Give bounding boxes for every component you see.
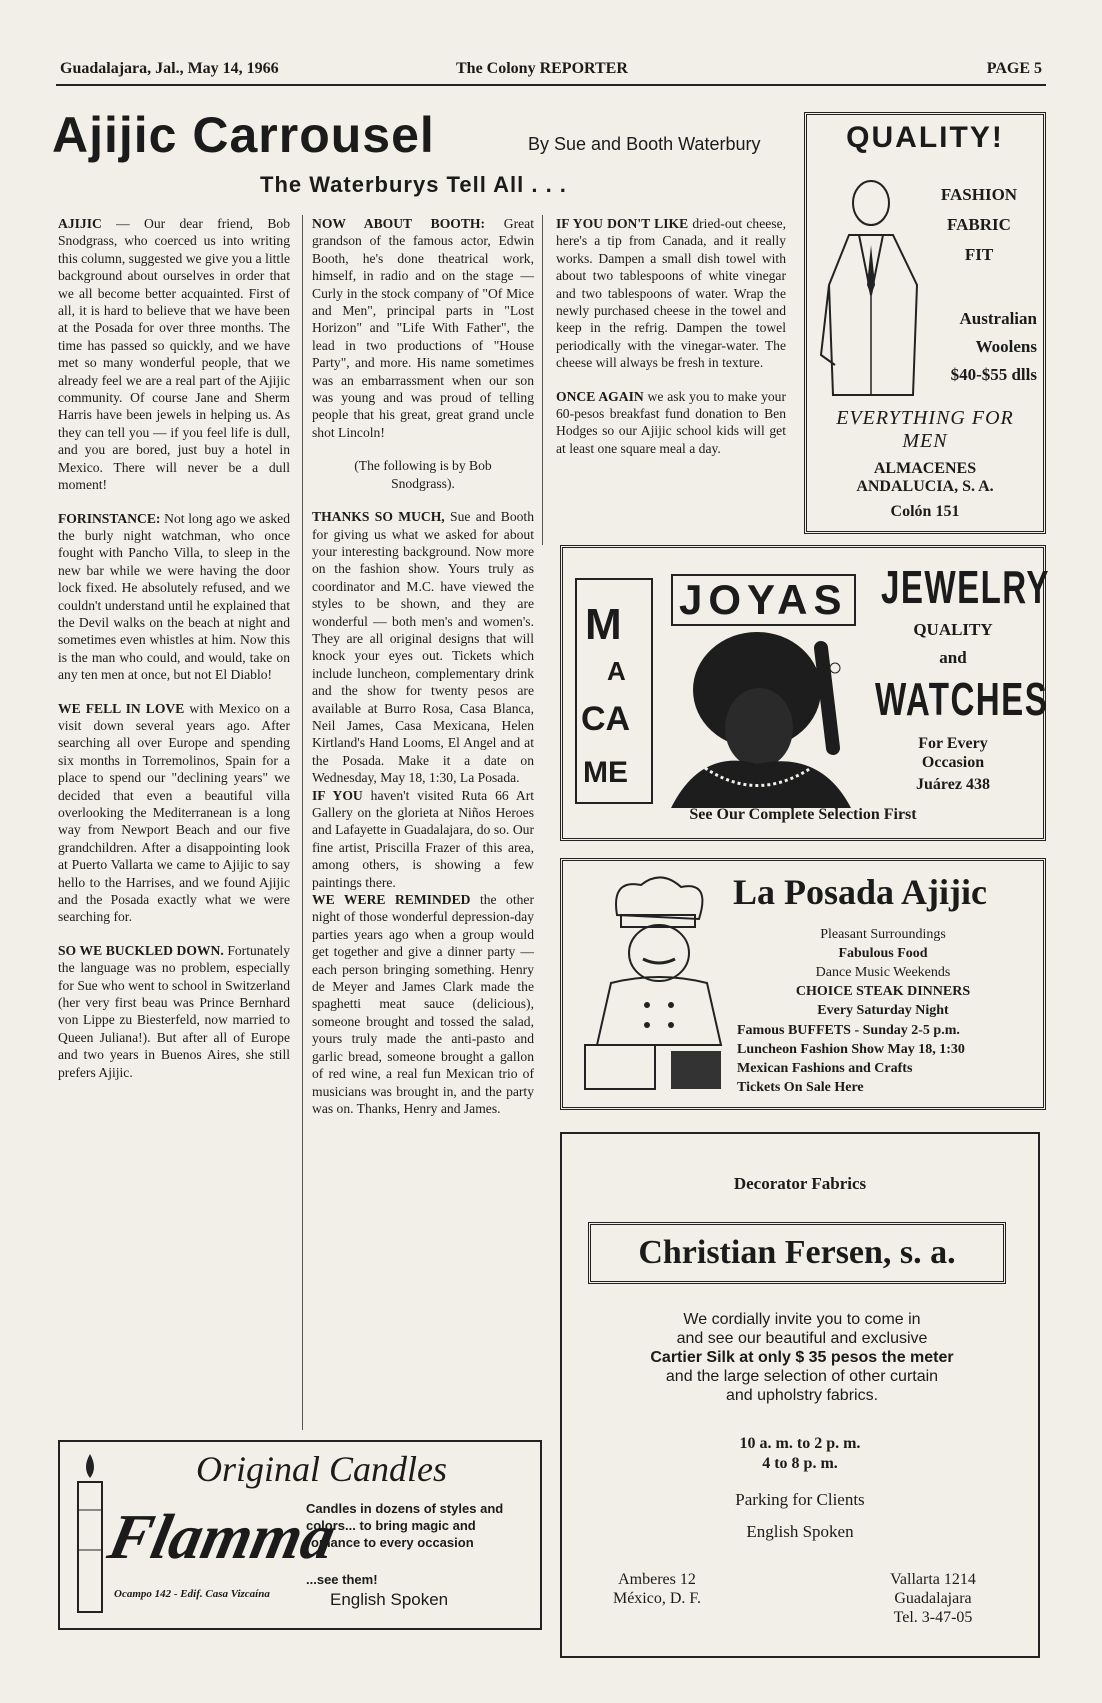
- posada-name: La Posada Ajijic: [733, 872, 988, 912]
- ad-material: Australian: [959, 309, 1037, 328]
- ad-line: FASHION: [940, 185, 1018, 204]
- address-line: Guadalajara: [894, 1590, 972, 1607]
- ad-original-candles: [58, 1440, 542, 1630]
- ad-line: Pleasant Surroundings: [820, 927, 946, 942]
- parking-note: Parking for Clients: [735, 1490, 865, 1509]
- column-rule: [542, 215, 543, 545]
- candles-see-them: ...see them!: [306, 1572, 378, 1587]
- joyas-logo: JOYAS: [671, 574, 856, 626]
- candles-english-spoken: English Spoken: [330, 1590, 449, 1609]
- macame-logo: [575, 578, 653, 804]
- ad-la-posada: [560, 858, 1046, 1110]
- invitation: [602, 1310, 1002, 1405]
- hours-line: 4 to 8 p. m.: [762, 1455, 838, 1472]
- store-address: Colón 151: [890, 503, 960, 520]
- ad-top-line: Decorator Fabrics: [733, 1174, 867, 1193]
- posada-details: [733, 925, 1033, 1020]
- paragraph: IF YOU haven't visited Ruta 66 Art Gallery on the glorieta at Niños Heroes and Lafayette in Guadalajara, do so. Our fine artist, Priscilla Frazer of this area, among others, is showing a few paintings there.: [312, 787, 534, 890]
- macame-letter: M: [585, 600, 622, 649]
- suited-man-illustration: [819, 175, 923, 399]
- paragraph: WE FELL IN LOVE with Mexico on a visit down several years ago. After searching all over Europe and spending six months in Torremolinos, Spain for a place to spend our "declining years" we decided that even a beautiful villa overlooking the Mediterranean is a long way from Newport Beach and our five grandchildren. After a disappointing look at Puerto Vallarta we came to Ajijic to say hello to the Harrises, and we found Ajijic and the Posada exactly what we were searching for.: [58, 700, 290, 925]
- paragraph: ONCE AGAIN we ask you to make your 60-pesos breakfast fund donation to Ben Hodges so our Ajijic school kids will get at least one square meal a day.: [556, 388, 786, 456]
- hours-line: 10 a. m. to 2 p. m.: [739, 1435, 861, 1452]
- paragraph: AJIJIC — Our dear friend, Bob Snodgrass, who coerced us into writing this column, suggested we give you a little background about ourselves in order that we all become better acquainted. First of all, it is hard to believe that we have been at the Posada for over three months. The time has passed so quickly, and we have met so many wonderful people, that we already feel we are a real part of the Ajijic community. Of course Jane and Sherm Harris have been jewels in helping us. As they can tell you — if you feel life is dull, and you are bored, just buy a hotel in Mexico. There will never be a dull moment!: [58, 216, 290, 493]
- invite-line: and the large selection of other curtain: [665, 1368, 939, 1385]
- paragraph: SO WE BUCKLED DOWN. Fortunately the language was no problem, especially for Sue who went to school in Switzerland (her very first beau was Prince Bernhard von Lippe zu Biesterfeld, now married to Queen Juliana!). But after all of Europe and two years in Buenos Aires, she still prefers Ajijic.: [58, 942, 290, 1080]
- dateline: Guadalajara, Jal., May 14, 1966: [60, 60, 279, 77]
- ad-quality-word: QUALITY: [913, 620, 993, 639]
- ad-line: Tickets On Sale Here: [737, 1080, 864, 1095]
- article-subhead: The Waterburys Tell All . . .: [260, 172, 567, 197]
- ad-line: Dance Music Weekends: [815, 965, 951, 980]
- ad-and-word: and: [939, 648, 967, 667]
- ad-headline: QUALITY!: [846, 121, 1004, 154]
- article-column-3: [556, 215, 786, 457]
- address-mexico: [572, 1570, 742, 1608]
- ad-price: $40-$55 dlls: [950, 365, 1037, 384]
- paragraph: IF YOU DON'T LIKE dried-out cheese, here's a tip from Canada, and it really works. Dampen a small dish towel with about two tablespoons of white vinegar and two tablespoons of water. Wrap the newly purchased cheese in the towel and keep in the refrig. Dampen the towel periodically with the vinegar-water. The cheese will always be fresh in texture.: [556, 216, 786, 371]
- editor-note: (The following is by Bob Snodgrass).: [354, 458, 492, 491]
- ad-line: Mexican Fashions and Crafts: [737, 1061, 913, 1076]
- flamma-address: Ocampo 142 - Edif. Casa Vizcaína: [114, 1588, 270, 1600]
- candles-headline: Original Candles: [196, 1449, 448, 1489]
- ad-line: FABRIC: [947, 215, 1011, 234]
- address-line: Amberes 12: [618, 1571, 696, 1588]
- address-guadalajara: [848, 1570, 1018, 1627]
- ad-line: Fabulous Food: [838, 946, 928, 961]
- ad-line: Every Saturday Night: [817, 1003, 949, 1018]
- byline: By Sue and Booth Waterbury: [528, 134, 761, 154]
- ad-christian-fersen: [560, 1132, 1040, 1658]
- ad-occasion: For Every Occasion: [918, 735, 988, 771]
- article-column-2: [312, 215, 534, 1117]
- macame-letter: ME: [583, 756, 628, 789]
- fersen-logo: Christian Fersen, s. a.: [588, 1222, 1006, 1284]
- ad-address: Juárez 438: [916, 776, 990, 793]
- masthead: [56, 58, 1046, 86]
- woman-portrait-illustration: [661, 628, 857, 808]
- newspaper-name: The Colony REPORTER: [456, 60, 628, 77]
- paragraph: NOW ABOUT BOOTH: Great grandson of the famous actor, Edwin Booth, he's done theatrical work, himself, in radio and on the stage — Curly in the stock company of "Of Mice and Men", principal parts in "Lost Horizon" and "Life With Father", the lead in two productions of "House Party", and more. His name sometimes was an embarrassment when our son was young and was proud of telling people that his great, great grand uncle shot Lincoln!: [312, 216, 534, 440]
- english-spoken: English Spoken: [746, 1522, 854, 1541]
- page-number: PAGE 5: [986, 60, 1042, 77]
- ad-footer: See Our Complete Selection First: [689, 806, 917, 823]
- invite-line: Cartier Silk at only $ 35 pesos the meter: [650, 1349, 954, 1366]
- article-column-1: [58, 215, 290, 1081]
- ad-material: Woolens: [975, 337, 1037, 356]
- paragraph: FORINSTANCE: Not long ago we asked the burly night watchman, who once fought with Pancho Villa, to sleep in the new bar while we were having the door lock fixed. He absolutely refused, and we couldn't understand until he explained that the Devil walks on the beach at night and sometimes even whistles at him. Now this is the man who could, and would, take on any ten men at once, but not El Diablo!: [58, 510, 290, 683]
- ad-quality: [804, 112, 1046, 534]
- paragraph: THANKS SO MUCH, Sue and Booth for giving us what we asked for about your interesting background. Now more on the fashion show. Yours truly as coordinator and M.C. have viewed the styles to be shown, and they are wonderful — both men's and women's. They are all original designs that will knock your eyes out. Tickets which include luncheon, complementary drink and the show for twenty pesos are available at Burro Rosa, Casa Blanca, Neil James, Casa Mexicana, Helen Kirtland's Hand Looms, El Angel and at the Posada. Make it a date on Wednesday, May 18, 1:30, La Posada.: [312, 509, 534, 786]
- invite-line: and upholstry fabrics.: [725, 1387, 879, 1404]
- macame-letter: CA: [581, 700, 631, 738]
- ad-line: Luncheon Fashion Show May 18, 1:30: [737, 1042, 965, 1057]
- candle-illustration: [70, 1450, 110, 1620]
- ad-line: Famous BUFFETS - Sunday 2-5 p.m.: [737, 1023, 960, 1038]
- store-name: ALMACENES ANDALUCIA, S. A.: [856, 460, 994, 495]
- address-line: México, D. F.: [612, 1590, 702, 1607]
- macame-letter: A: [607, 656, 626, 686]
- hours: [562, 1434, 1038, 1474]
- ad-line: FIT: [964, 245, 994, 264]
- column-title: Ajijic Carrousel: [52, 107, 435, 163]
- invite-line: and see our beautiful and exclusive: [676, 1330, 928, 1347]
- address-line: Tel. 3-47-05: [893, 1609, 973, 1626]
- jewelry-heading: JEWELRY: [881, 561, 1050, 613]
- ad-tagline: EVERYTHING FOR MEN: [836, 407, 1014, 452]
- paragraph: WE WERE REMINDED the other night of those wonderful depression-day parties years ago when a group would get together and give a dinner party — each person bringing something. Henry de Meyer and James Clark made the spaghetti meat sauce (delicious), someone brought and tossed the salad, yours truly made the anti-pasto and garlic bread, someone brought a gallon of red wine, a real fun Mexican trio of musicians was brought in, and the party was on. Thanks, Henry and James.: [312, 892, 534, 1116]
- address-line: Vallarta 1214: [890, 1571, 976, 1588]
- ad-line: CHOICE STEAK DINNERS: [795, 984, 971, 999]
- posada-details-2: [737, 1021, 1037, 1097]
- watches-heading: WATCHES: [875, 673, 1049, 725]
- flamma-logo: Flamma: [102, 1501, 342, 1572]
- column-rule: [302, 215, 303, 1430]
- invite-line: We cordially invite you to come in: [683, 1311, 921, 1328]
- chef-illustration: [581, 875, 731, 1095]
- ad-joyas-macame: [560, 545, 1050, 841]
- candles-description: Candles in dozens of styles and colors... to bring magic and romance to every occasion: [306, 1501, 504, 1550]
